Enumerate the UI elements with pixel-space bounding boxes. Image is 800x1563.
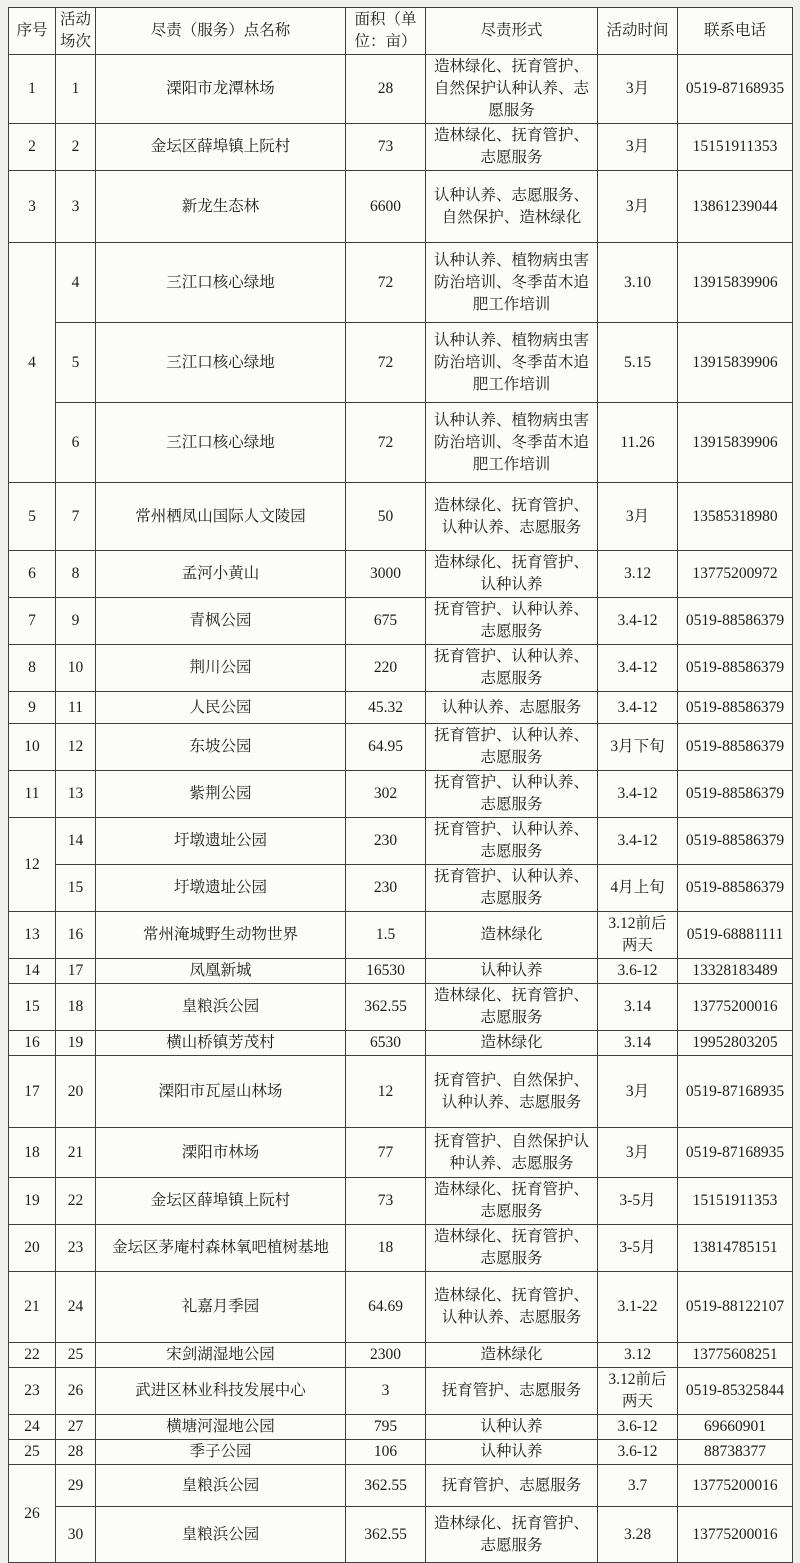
cell-name: 金坛区薛埠镇上阮村: [96, 1178, 346, 1225]
cell-name: 季子公园: [96, 1440, 346, 1465]
cell-phone: 0519-88586379: [678, 865, 793, 912]
cell-time: 3月下旬: [598, 724, 678, 771]
cell-name: 荆川公园: [96, 645, 346, 692]
table-row: [9, 818, 793, 865]
cell-area: 45.32: [346, 692, 426, 724]
cell-phone: 13915839906: [678, 243, 793, 323]
cell-phone: 13775200016: [678, 984, 793, 1031]
cell-phone: 13775608251: [678, 1343, 793, 1368]
table-row: [9, 55, 793, 124]
cell-seq: 17: [9, 1056, 56, 1128]
cell-seq: 20: [9, 1225, 56, 1272]
cell-area: 230: [346, 865, 426, 912]
cell-seq: 13: [9, 912, 56, 959]
cell-name: 礼嘉月季园: [96, 1272, 346, 1343]
cell-time: 3.4-12: [598, 818, 678, 865]
cell-form: 抚育管护、认种认养、志愿服务: [426, 865, 598, 912]
cell-session: 13: [56, 771, 96, 818]
cell-phone: 88738377: [678, 1440, 793, 1465]
cell-form: 认种认养: [426, 959, 598, 984]
cell-seq: 15: [9, 984, 56, 1031]
cell-form: 造林绿化、抚育管护、认种认养、志愿服务: [426, 483, 598, 551]
cell-phone: 0519-87168935: [678, 1056, 793, 1128]
cell-phone: 13861239044: [678, 171, 793, 243]
header-phone: 联系电话: [678, 8, 793, 55]
cell-session: 17: [56, 959, 96, 984]
cell-form: 抚育管护、认种认养、志愿服务: [426, 598, 598, 645]
cell-name: 宋剑湖湿地公园: [96, 1343, 346, 1368]
cell-form: 造林绿化: [426, 1343, 598, 1368]
cell-time: 3.4-12: [598, 692, 678, 724]
table-row: [9, 645, 793, 692]
cell-time: 11.26: [598, 403, 678, 483]
cell-name: 三江口核心绿地: [96, 243, 346, 323]
cell-area: 28: [346, 55, 426, 124]
table-row: [9, 1272, 793, 1343]
cell-form: 抚育管护、志愿服务: [426, 1368, 598, 1415]
cell-area: 72: [346, 323, 426, 403]
table-row: [9, 1368, 793, 1415]
cell-form: 造林绿化、抚育管护、志愿服务: [426, 1225, 598, 1272]
cell-phone: 0519-88586379: [678, 645, 793, 692]
cell-form: 认种认养、植物病虫害防治培训、冬季苗木追肥工作培训: [426, 403, 598, 483]
cell-seq: 19: [9, 1178, 56, 1225]
cell-session: 1: [56, 55, 96, 124]
cell-time: 3月: [598, 1128, 678, 1178]
cell-name: 三江口核心绿地: [96, 323, 346, 403]
cell-area: 64.69: [346, 1272, 426, 1343]
cell-session: 28: [56, 1440, 96, 1465]
cell-phone: 0519-88586379: [678, 598, 793, 645]
cell-session: 24: [56, 1272, 96, 1343]
cell-session: 6: [56, 403, 96, 483]
cell-session: 22: [56, 1178, 96, 1225]
cell-area: 64.95: [346, 724, 426, 771]
cell-area: 6530: [346, 1031, 426, 1056]
table-row: [9, 984, 793, 1031]
table-row: [9, 1415, 793, 1440]
cell-form: 认种认养: [426, 1440, 598, 1465]
cell-seq: 7: [9, 598, 56, 645]
cell-time: 3.6-12: [598, 959, 678, 984]
cell-name: 横山桥镇芳茂村: [96, 1031, 346, 1056]
table-row: [9, 1225, 793, 1272]
cell-seq: 14: [9, 959, 56, 984]
cell-form: 抚育管护、认种认养、志愿服务: [426, 818, 598, 865]
table-row: [9, 598, 793, 645]
table-row: [9, 1031, 793, 1056]
cell-session: 14: [56, 818, 96, 865]
cell-time: 3.12前后两天: [598, 1368, 678, 1415]
cell-session: 8: [56, 551, 96, 598]
cell-time: 3月: [598, 55, 678, 124]
table-row: [9, 1056, 793, 1128]
cell-time: 3月: [598, 483, 678, 551]
cell-seq: 9: [9, 692, 56, 724]
cell-form: 造林绿化、抚育管护、志愿服务: [426, 1507, 598, 1563]
cell-phone: 13775200016: [678, 1465, 793, 1507]
cell-time: 3.28: [598, 1507, 678, 1563]
cell-phone: 69660901: [678, 1415, 793, 1440]
table-row: [9, 483, 793, 551]
cell-area: 675: [346, 598, 426, 645]
cell-session: 27: [56, 1415, 96, 1440]
cell-form: 造林绿化、抚育管护、认种认养、志愿服务: [426, 1272, 598, 1343]
cell-session: 19: [56, 1031, 96, 1056]
cell-name: 皇粮浜公园: [96, 1465, 346, 1507]
cell-seq: 8: [9, 645, 56, 692]
cell-phone: 0519-85325844: [678, 1368, 793, 1415]
cell-form: 认种认养: [426, 1415, 598, 1440]
cell-phone: 13915839906: [678, 403, 793, 483]
cell-seq: 16: [9, 1031, 56, 1056]
cell-session: 5: [56, 323, 96, 403]
cell-seq: 18: [9, 1128, 56, 1178]
cell-seq: 25: [9, 1440, 56, 1465]
header-form: 尽责形式: [426, 8, 598, 55]
cell-form: 造林绿化: [426, 912, 598, 959]
cell-phone: 0519-88586379: [678, 724, 793, 771]
cell-name: 人民公园: [96, 692, 346, 724]
cell-time: 4月上旬: [598, 865, 678, 912]
cell-seq: 6: [9, 551, 56, 598]
table-body: [9, 55, 793, 1563]
cell-form: 抚育管护、志愿服务: [426, 1465, 598, 1507]
cell-seq: 3: [9, 171, 56, 243]
cell-name: 溧阳市瓦屋山林场: [96, 1056, 346, 1128]
cell-session: 11: [56, 692, 96, 724]
cell-name: 青枫公园: [96, 598, 346, 645]
cell-session: 3: [56, 171, 96, 243]
cell-time: 3.12: [598, 1343, 678, 1368]
cell-form: 造林绿化: [426, 1031, 598, 1056]
cell-area: 362.55: [346, 1507, 426, 1563]
header-area: 面积（单位：亩）: [346, 8, 426, 55]
cell-area: 362.55: [346, 1465, 426, 1507]
cell-name: 东坡公园: [96, 724, 346, 771]
cell-time: 3.10: [598, 243, 678, 323]
cell-session: 2: [56, 124, 96, 171]
cell-name: 凤凰新城: [96, 959, 346, 984]
cell-session: 4: [56, 243, 96, 323]
responsibility-points-table: [8, 7, 793, 1563]
cell-name: 金坛区茅庵村森林氧吧植树基地: [96, 1225, 346, 1272]
cell-seq: 4: [9, 243, 56, 483]
cell-seq: 1: [9, 55, 56, 124]
cell-name: 孟河小黄山: [96, 551, 346, 598]
cell-area: 2300: [346, 1343, 426, 1368]
cell-seq: 21: [9, 1272, 56, 1343]
header-row: [9, 8, 793, 55]
cell-name: 圩墩遗址公园: [96, 818, 346, 865]
cell-seq: 24: [9, 1415, 56, 1440]
cell-time: 3月: [598, 1056, 678, 1128]
cell-name: 常州淹城野生动物世界: [96, 912, 346, 959]
cell-name: 武进区林业科技发展中心: [96, 1368, 346, 1415]
cell-phone: 0519-88586379: [678, 818, 793, 865]
cell-area: 362.55: [346, 984, 426, 1031]
cell-time: 3.12前后两天: [598, 912, 678, 959]
cell-time: 3月: [598, 171, 678, 243]
cell-time: 3-5月: [598, 1225, 678, 1272]
table-row: [9, 171, 793, 243]
cell-time: 3.4-12: [598, 598, 678, 645]
cell-time: 5.15: [598, 323, 678, 403]
cell-form: 认种认养、志愿服务: [426, 692, 598, 724]
cell-seq: 23: [9, 1368, 56, 1415]
cell-session: 20: [56, 1056, 96, 1128]
cell-session: 29: [56, 1465, 96, 1507]
table-row: [9, 1507, 793, 1563]
cell-form: 抚育管护、认种认养、志愿服务: [426, 771, 598, 818]
table-row: [9, 724, 793, 771]
cell-name: 溧阳市龙潭林场: [96, 55, 346, 124]
cell-form: 抚育管护、自然保护认种认养、志愿服务: [426, 1128, 598, 1178]
cell-phone: 0519-88586379: [678, 692, 793, 724]
table-row: [9, 124, 793, 171]
cell-area: 795: [346, 1415, 426, 1440]
table-row: [9, 551, 793, 598]
cell-seq: 5: [9, 483, 56, 551]
cell-phone: 0519-87168935: [678, 55, 793, 124]
cell-name: 金坛区薛埠镇上阮村: [96, 124, 346, 171]
cell-phone: 0519-88586379: [678, 771, 793, 818]
cell-session: 26: [56, 1368, 96, 1415]
cell-phone: 13775200016: [678, 1507, 793, 1563]
cell-name: 圩墩遗址公园: [96, 865, 346, 912]
cell-name: 横塘河湿地公园: [96, 1415, 346, 1440]
cell-area: 18: [346, 1225, 426, 1272]
cell-area: 73: [346, 1178, 426, 1225]
cell-area: 77: [346, 1128, 426, 1178]
table-row: [9, 771, 793, 818]
cell-phone: 13585318980: [678, 483, 793, 551]
cell-phone: 0519-87168935: [678, 1128, 793, 1178]
cell-session: 16: [56, 912, 96, 959]
cell-phone: 15151911353: [678, 124, 793, 171]
cell-time: 3.4-12: [598, 645, 678, 692]
table-row: [9, 865, 793, 912]
cell-seq: 26: [9, 1465, 56, 1563]
cell-phone: 15151911353: [678, 1178, 793, 1225]
cell-area: 6600: [346, 171, 426, 243]
cell-phone: 13814785151: [678, 1225, 793, 1272]
cell-phone: 13915839906: [678, 323, 793, 403]
cell-form: 认种认养、植物病虫害防治培训、冬季苗木追肥工作培训: [426, 243, 598, 323]
cell-time: 3.6-12: [598, 1415, 678, 1440]
cell-seq: 11: [9, 771, 56, 818]
table-row: [9, 403, 793, 483]
cell-session: 15: [56, 865, 96, 912]
cell-name: 紫荆公园: [96, 771, 346, 818]
cell-seq: 10: [9, 724, 56, 771]
cell-area: 106: [346, 1440, 426, 1465]
cell-phone: 0519-68881111: [678, 912, 793, 959]
cell-time: 3.12: [598, 551, 678, 598]
header-time: 活动时间: [598, 8, 678, 55]
cell-name: 皇粮浜公园: [96, 1507, 346, 1563]
cell-phone: 13328183489: [678, 959, 793, 984]
cell-form: 造林绿化、抚育管护、志愿服务: [426, 124, 598, 171]
cell-session: 12: [56, 724, 96, 771]
cell-form: 造林绿化、抚育管护、自然保护认种认养、志愿服务: [426, 55, 598, 124]
cell-time: 3.7: [598, 1465, 678, 1507]
table-row: [9, 1440, 793, 1465]
cell-area: 1.5: [346, 912, 426, 959]
cell-time: 3-5月: [598, 1178, 678, 1225]
header-name: 尽责（服务）点名称: [96, 8, 346, 55]
cell-phone: 19952803205: [678, 1031, 793, 1056]
cell-phone: 0519-88122107: [678, 1272, 793, 1343]
cell-session: 21: [56, 1128, 96, 1178]
cell-session: 30: [56, 1507, 96, 1563]
cell-form: 抚育管护、自然保护、认种认养、志愿服务: [426, 1056, 598, 1128]
table-row: [9, 1465, 793, 1507]
cell-area: 302: [346, 771, 426, 818]
cell-name: 三江口核心绿地: [96, 403, 346, 483]
cell-form: 认种认养、植物病虫害防治培训、冬季苗木追肥工作培训: [426, 323, 598, 403]
header-seq: 序号: [9, 8, 56, 55]
cell-form: 造林绿化、抚育管护、志愿服务: [426, 984, 598, 1031]
cell-session: 18: [56, 984, 96, 1031]
cell-name: 溧阳市林场: [96, 1128, 346, 1178]
cell-session: 7: [56, 483, 96, 551]
cell-time: 3.14: [598, 1031, 678, 1056]
cell-time: 3月: [598, 124, 678, 171]
cell-area: 50: [346, 483, 426, 551]
cell-area: 73: [346, 124, 426, 171]
header-session: 活动场次: [56, 8, 96, 55]
cell-form: 认种认养、志愿服务、自然保护、造林绿化: [426, 171, 598, 243]
cell-area: 220: [346, 645, 426, 692]
cell-session: 9: [56, 598, 96, 645]
table-row: [9, 1343, 793, 1368]
cell-time: 3.1-22: [598, 1272, 678, 1343]
cell-area: 12: [346, 1056, 426, 1128]
cell-area: 16530: [346, 959, 426, 984]
cell-seq: 2: [9, 124, 56, 171]
cell-form: 造林绿化、抚育管护、认种认养: [426, 551, 598, 598]
cell-area: 72: [346, 403, 426, 483]
cell-time: 3.14: [598, 984, 678, 1031]
cell-time: 3.4-12: [598, 771, 678, 818]
cell-name: 常州栖凤山国际人文陵园: [96, 483, 346, 551]
cell-time: 3.6-12: [598, 1440, 678, 1465]
cell-session: 25: [56, 1343, 96, 1368]
table-header: [9, 8, 793, 55]
cell-form: 造林绿化、抚育管护、志愿服务: [426, 1178, 598, 1225]
table-row: [9, 1128, 793, 1178]
table-row: [9, 323, 793, 403]
cell-name: 新龙生态林: [96, 171, 346, 243]
cell-session: 10: [56, 645, 96, 692]
cell-name: 皇粮浜公园: [96, 984, 346, 1031]
table-row: [9, 959, 793, 984]
cell-phone: 13775200972: [678, 551, 793, 598]
cell-seq: 22: [9, 1343, 56, 1368]
table-row: [9, 1178, 793, 1225]
cell-session: 23: [56, 1225, 96, 1272]
cell-seq: 12: [9, 818, 56, 912]
cell-form: 抚育管护、认种认养、志愿服务: [426, 724, 598, 771]
table-row: [9, 912, 793, 959]
table-row: [9, 243, 793, 323]
cell-area: 72: [346, 243, 426, 323]
table-row: [9, 692, 793, 724]
cell-area: 230: [346, 818, 426, 865]
cell-area: 3000: [346, 551, 426, 598]
cell-form: 抚育管护、认种认养、志愿服务: [426, 645, 598, 692]
cell-area: 3: [346, 1368, 426, 1415]
